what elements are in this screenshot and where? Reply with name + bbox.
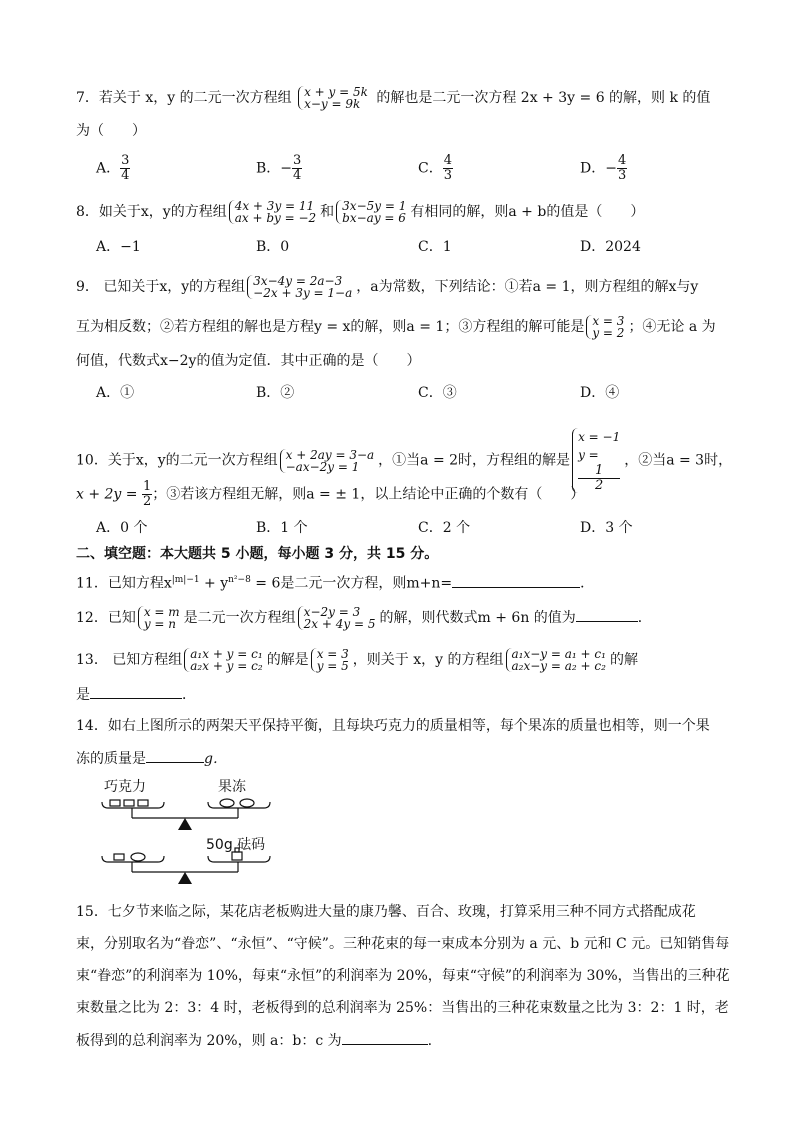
q9-solution-system: x = 3 y = 2 — [586, 315, 626, 339]
q10-equation-system: x + 2ay = 3−a −ax−2y = 1 — [280, 449, 377, 473]
q12-solution-system: x = m y = n — [138, 606, 182, 630]
q13-answer-blank[interactable] — [90, 684, 182, 699]
chocolate-piece — [138, 800, 148, 806]
jelly-piece — [220, 799, 234, 807]
q15-line2: 束，分别取名为“眷恋”、“永恒”、“守候”。三种花束的每一束成本分别为 a 元、b 元和 C 元。已知销售每 — [76, 936, 730, 952]
q13-system-a: a₁x + y = c₁ a₂x + y = c₂ — [184, 648, 264, 672]
top-fulcrum — [178, 818, 192, 830]
chocolate-piece — [124, 800, 134, 806]
q10-option-b[interactable]: B．1 个 — [256, 520, 308, 536]
q13-line1: 13． 已知方程组 a₁x + y = c₁ a₂x + y = c₂ 的解是 x = 3 y = 5 ，则关于 x，y 的方程组 a₁x−y = a₁ + c₁ a₂x−y = a₂ + c₂ 的解 — [76, 647, 638, 673]
fig-label-chocolate: 巧克力 — [104, 779, 146, 795]
q14-line2: 冻的质量是 g． — [76, 748, 227, 769]
q13-system-b: a₁x−y = a₁ + c₁ a₂x−y = a₂ + c₂ — [506, 648, 608, 672]
q10-option-a[interactable]: A．0 个 — [96, 520, 148, 536]
q14-line1: 14．如右上图所示的两架天平保持平衡，且每块巧克力的质量相等，每个果冻的质量也相等，则一个果 — [76, 718, 710, 734]
q13-line2: 是 ． — [76, 684, 196, 705]
q7-option-a[interactable]: A． $\frac{3}{4}$ — [96, 153, 130, 183]
q8-option-a[interactable]: A．−1 — [96, 239, 141, 255]
q11-answer-blank[interactable] — [452, 573, 580, 588]
chocolate-piece — [114, 854, 124, 860]
q14-answer-blank[interactable] — [146, 748, 204, 763]
chocolate-piece — [110, 800, 120, 806]
q15-answer-blank[interactable] — [342, 1030, 428, 1045]
q7-text-cont: 的解也是二元一次方程 2x + 3y = 6 的解，则 k 的值 — [376, 90, 711, 106]
bottom-left-pan — [102, 856, 164, 862]
q7-equation-system: x + y = 5k x−y = 9k — [298, 86, 370, 110]
q9-option-d[interactable]: D．④ — [580, 385, 620, 401]
q15-line4: 束数量之比为 2：3：4 时，老板得到的总利润率为 25%：当售出的三种花束数量之比为 3：2：1 时，老 — [76, 1000, 729, 1016]
q12-answer-blank[interactable] — [576, 607, 638, 622]
q8-system-b: 3x−5y = 1 bx−ay = 6 — [336, 200, 408, 224]
q9-line1: 9． 已知关于x，y的方程组 3x−4y = 2a−3 −2x + 3y = 1−a ，a为常数，下列结论：①若a = 1，则方程组的解x与y — [76, 274, 699, 300]
q9-line3: 何值，代数式x−2y的值为定值．其中正确的是（ ） — [76, 353, 421, 369]
q10-line2: x + 2y = $\frac{1}{2}$ ；③若该方程组无解，则a = ± 1，以上结论中正确的个数有（ ） — [76, 479, 585, 509]
q7-line2: 为（ ） — [76, 123, 146, 139]
q10-option-d[interactable]: D．3 个 — [580, 520, 633, 536]
fig-label-jelly: 果冻 — [218, 779, 246, 795]
top-left-pan — [102, 802, 164, 808]
q7-text: 7．若关于 x，y 的二元一次方程组 — [76, 90, 292, 106]
bottom-right-pan — [208, 856, 270, 862]
fig-label-weight: 50g 砝码 — [206, 837, 266, 853]
jelly-piece — [131, 853, 145, 861]
q7-option-b[interactable]: B．− $\frac{3}{4}$ — [256, 153, 302, 183]
q8-line1: 8．如关于x，y的方程组 4x + 3y = 11 ax + by = −2 和 3x−5y = 1 bx−ay = 6 有相同的解，则a + b的值是（ ） — [76, 199, 645, 225]
q9-equation-system: 3x−4y = 2a−3 −2x + 3y = 1−a — [247, 275, 354, 299]
q8-option-d[interactable]: D．2024 — [580, 239, 641, 255]
q10-line1: 10．关于x，y的二元一次方程组 x + 2ay = 3−a −ax−2y = 1 ，①当a = 2时，方程组的解是 x = −1 y = 1 2 ，②当a = 3时， — [76, 430, 733, 493]
q9-line2: 互为相反数；②若方程组的解也是方程y = x的解，则a = 1；③方程组的解可能是 x = 3 y = 2 ；④无论 a 为 — [76, 314, 716, 340]
q15-line3: 束“眷恋”的利润率为 10%，每束“永恒”的利润率为 20%，每束“守候”的利润率为 30%，当售出的三种花 — [76, 968, 730, 984]
q9-option-a[interactable]: A．① — [96, 385, 135, 401]
q7-option-c[interactable]: C． $\frac{4}{3}$ — [418, 153, 452, 183]
q7-line1 — [76, 86, 710, 110]
balance-scales-figure — [96, 790, 276, 890]
q15-line1: 15．七夕节来临之际，某花店老板购进大量的康乃馨、百合、玫瑰，打算采用三种不同方式搭配成花 — [76, 904, 696, 920]
q8-option-c[interactable]: C．1 — [418, 239, 452, 255]
q10-option-c[interactable]: C．2 个 — [418, 520, 471, 536]
q12-equation-system: x−2y = 3 2x + 4y = 5 — [298, 606, 378, 630]
weight-block — [232, 852, 242, 860]
q7-option-d[interactable]: D．− $\frac{4}{3}$ — [580, 153, 627, 183]
q9-option-b[interactable]: B．② — [256, 385, 295, 401]
bottom-fulcrum — [178, 872, 192, 884]
q8-option-b[interactable]: B．0 — [256, 239, 290, 255]
q8-system-a: 4x + 3y = 11 ax + by = −2 — [229, 200, 318, 224]
jelly-piece — [240, 799, 254, 807]
q12-line: 12．已知 x = m y = n 是二元一次方程组 x−2y = 3 2x + 4y = 5 的解，则代数式m + 6n 的值为 ． — [76, 605, 652, 631]
top-right-pan — [208, 802, 270, 808]
section-heading: 二、填空题：本大题共 5 小题，每小题 3 分，共 15 分。 — [76, 546, 439, 562]
q10-solution-system: x = −1 y = 1 2 — [572, 428, 622, 493]
q13-solution: x = 3 y = 5 — [311, 648, 351, 672]
weight-knob — [235, 848, 239, 852]
q15-line5: 板得到的总利润率为 20%，则 a：b：c 为 . — [76, 1030, 432, 1051]
q11-line: 11．已知方程$x^{|m|-1} + y^{n^2-8} = 6$是二元一次方程，则m+n= ． — [76, 570, 594, 594]
q9-option-c[interactable]: C．③ — [418, 385, 457, 401]
